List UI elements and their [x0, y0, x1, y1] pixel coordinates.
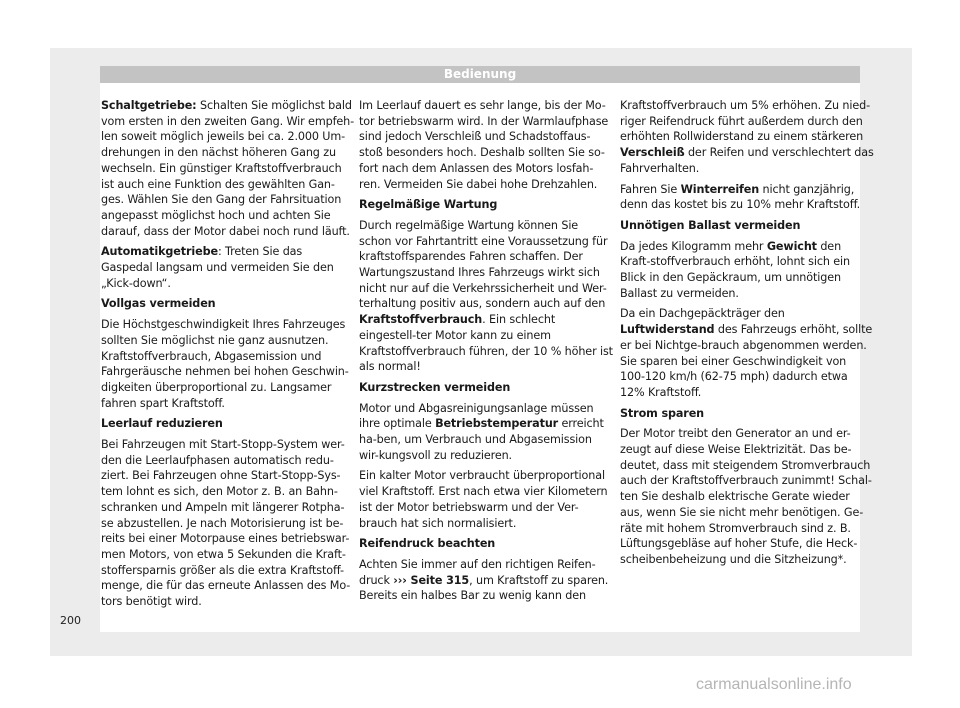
section-header: Bedienung [100, 66, 860, 83]
text-column-2 [359, 98, 613, 609]
bold-term: Betriebstemperatur [435, 417, 559, 431]
page-number: 200 [60, 614, 81, 627]
paragraph-leerlauf-cont: Im Leerlauf dauert es sehr lange, bis der Mo-tor betriebswarm wird. In der Warmlaufphase sind jedoch Verschleiß und Schadstoffaus-stoß besonders hoch. Deshalb sollten Sie so-fort nach dem Anlassen des Motors losfah-ren. Vermeiden Sie dabei hohe Drehzahlen. [359, 99, 609, 191]
paragraph-text: nicht ganzjährig, denn das kostet bis zu 10% mehr Kraftstoff. [620, 182, 861, 212]
bold-term: Verschleiß [620, 146, 685, 160]
paragraph-dachgepaeck [620, 306, 874, 400]
paragraph-strom: Der Motor treibt den Generator an und er-zeugt auf diese Weise Elektrizität. Das be-deutet, dass mit steigendem Stromverbrauch auch der Kraftstoffverbrauch zunimmt! Schal-ten Sie deshalb elektrische Gerate wieder aus, wenn Sie sie nicht mehr benötigen. Ge-räte mit hohem Stromverbrauch sind z. B. Lüftungsgebläse auf hoher Stufe, die Heck-scheibenbeheizung und die Sitzheizung*. [620, 427, 872, 566]
bold-term: Luftwiderstand [620, 323, 715, 337]
page-reference-link[interactable]: ››› Seite 315 [393, 573, 470, 587]
paragraph-text: . Ein schlecht eingestell-ter Motor kann zu einem Kraftstoffverbrauch führen, der 10 % höher ist als normal! [359, 313, 613, 374]
paragraph-kalter-motor: Ein kalter Motor verbraucht überproportional viel Kraftstoff. Erst nach etwa vier Kilometern ist der Motor betriebswarm und der Ver-brauch hat sich normalisiert. [359, 469, 608, 530]
paragraph-automatik [101, 244, 355, 291]
paragraph-text: der Reifen und verschlechtert das Fahrverhalten. [620, 146, 874, 175]
paragraph-text: des Fahrzeugs erhöht, sollte er bei Nichtge-brauch abgenommen werden. Sie sparen bei einer Geschwindigkeit von 100-120 km/h (62-75 mph) dadurch etwa 12% Kraftstoff. [620, 323, 873, 399]
bold-term: Kraftstoffverbrauch [359, 313, 483, 327]
bold-term: Automatikgetriebe [101, 245, 218, 259]
heading-leerlauf: Leerlauf reduzieren [101, 417, 223, 431]
paragraph-text: : Treten Sie das Gaspedal langsam und vermeiden Sie den „Kick-down“. [101, 245, 334, 290]
bold-term: Winterreifen [680, 182, 760, 196]
paragraph-text: den Kraft-stoffverbrauch erhöht, lohnt sich ein Blick in den Gepäckraum, um unnötigen Ballast zu vermeiden. [620, 239, 850, 300]
paragraph-winterreifen [620, 182, 874, 213]
heading-wartung: Regelmäßige Wartung [359, 198, 498, 212]
bold-term: Schaltgetriebe: [101, 99, 197, 112]
paragraph-wartung [359, 218, 613, 375]
paragraph-schaltgetriebe [101, 98, 355, 239]
heading-kurzstrecken: Kurzstrecken vermeiden [359, 380, 511, 394]
paragraph-text: erreicht ha-ben, um Verbrauch und Abgasemission wir-kungsvoll zu reduzieren. [359, 417, 604, 462]
heading-ballast: Unnötigen Ballast vermeiden [620, 218, 801, 232]
paragraph-text: , um Kraftstoff zu sparen. Bereits ein halbes Bar zu wenig kann den [359, 573, 609, 603]
paragraph-text: Da ein Dachgepäckträger den [620, 307, 785, 321]
paragraph-text: Durch regelmäßige Wartung können Sie schon vor Fahrtantritt eine Voraussetzung für kraftstoffsparendes Fahren schaffen. Der Wartungszustand Ihres Fahrzeugs wirkt sich nicht nur auf die Verkehrssicherheit und Wer-terhaltung positiv aus, sondern auch auf den [359, 218, 608, 311]
heading-vollgas: Vollgas vermeiden [101, 297, 216, 311]
paragraph-leerlauf: Bei Fahrzeugen mit Start-Stopp-System wer-den die Leerlaufphasen automatisch redu-ziert. Bei Fahrzeugen ohne Start-Stopp-Sys-tem lohnt es sich, den Motor z. B. an Bahn-schranken und Ampeln mit längerer Rotpha-se abzustellen. Je nach Motorisierung ist be-reits bei einer Motorpause eines betriebswar-men Motors, von etwa 5 Sekunden die Kraft-stoffersparnis größer als die extra Kraftstoff-menge, die für das erneute Anlassen des Mo-tors benötigt wird. [101, 438, 351, 609]
paragraph-ballast [620, 239, 874, 302]
paragraph-kurzstrecken [359, 401, 613, 464]
paragraph-text: Achten Sie immer auf den richtigen Reifen-druck [359, 557, 596, 587]
paragraph-text: Schalten Sie möglichst bald vom ersten in den zweiten Gang. Wir empfeh-len soweit möglich jeweils bei ca. 2.000 Um-drehungen in den nächst höheren Gang zu wechseln. Ein günstiger Kraftstoffverbrauch ist auch eine Funktion des gewählten Gan-ges. Wählen Sie den Gang der Fahrsituation angepasst möglichst hoch und achten Sie darauf, dass der Motor dabei noch rund läuft. [101, 99, 355, 238]
paragraph-text: Fahren Sie [620, 182, 681, 196]
paragraph-reifendruck-cont [620, 98, 874, 177]
paragraph-text: Kraftstoffverbrauch um 5% erhöhen. Zu nied-riger Reifendruck führt außerdem durch den erhöhten Rollwiderstand zu einem stärkeren [620, 99, 871, 144]
text-column-1 [101, 98, 355, 615]
heading-strom: Strom sparen [620, 406, 705, 420]
text-column-3 [620, 98, 874, 573]
bold-term: Gewicht [766, 239, 817, 253]
paragraph-reifendruck [359, 557, 613, 604]
paragraph-vollgas: Die Höchstgeschwindigkeit Ihres Fahrzeuges sollten Sie möglichst nie ganz ausnutzen. Kraftstoffverbrauch, Abgasemission und Fahrgeräusche nehmen bei hohen Geschwin-digkeiten überproportional zu. Langsamer fahren spart Kraftstoff. [101, 318, 349, 410]
watermark: carmanualsonline.info [696, 676, 852, 693]
heading-reifendruck: Reifendruck beachten [359, 537, 496, 551]
paragraph-text: Motor und Abgasreinigungsanlage müssen ihre optimale [359, 401, 594, 431]
paragraph-text: Da jedes Kilogramm mehr [620, 239, 767, 253]
